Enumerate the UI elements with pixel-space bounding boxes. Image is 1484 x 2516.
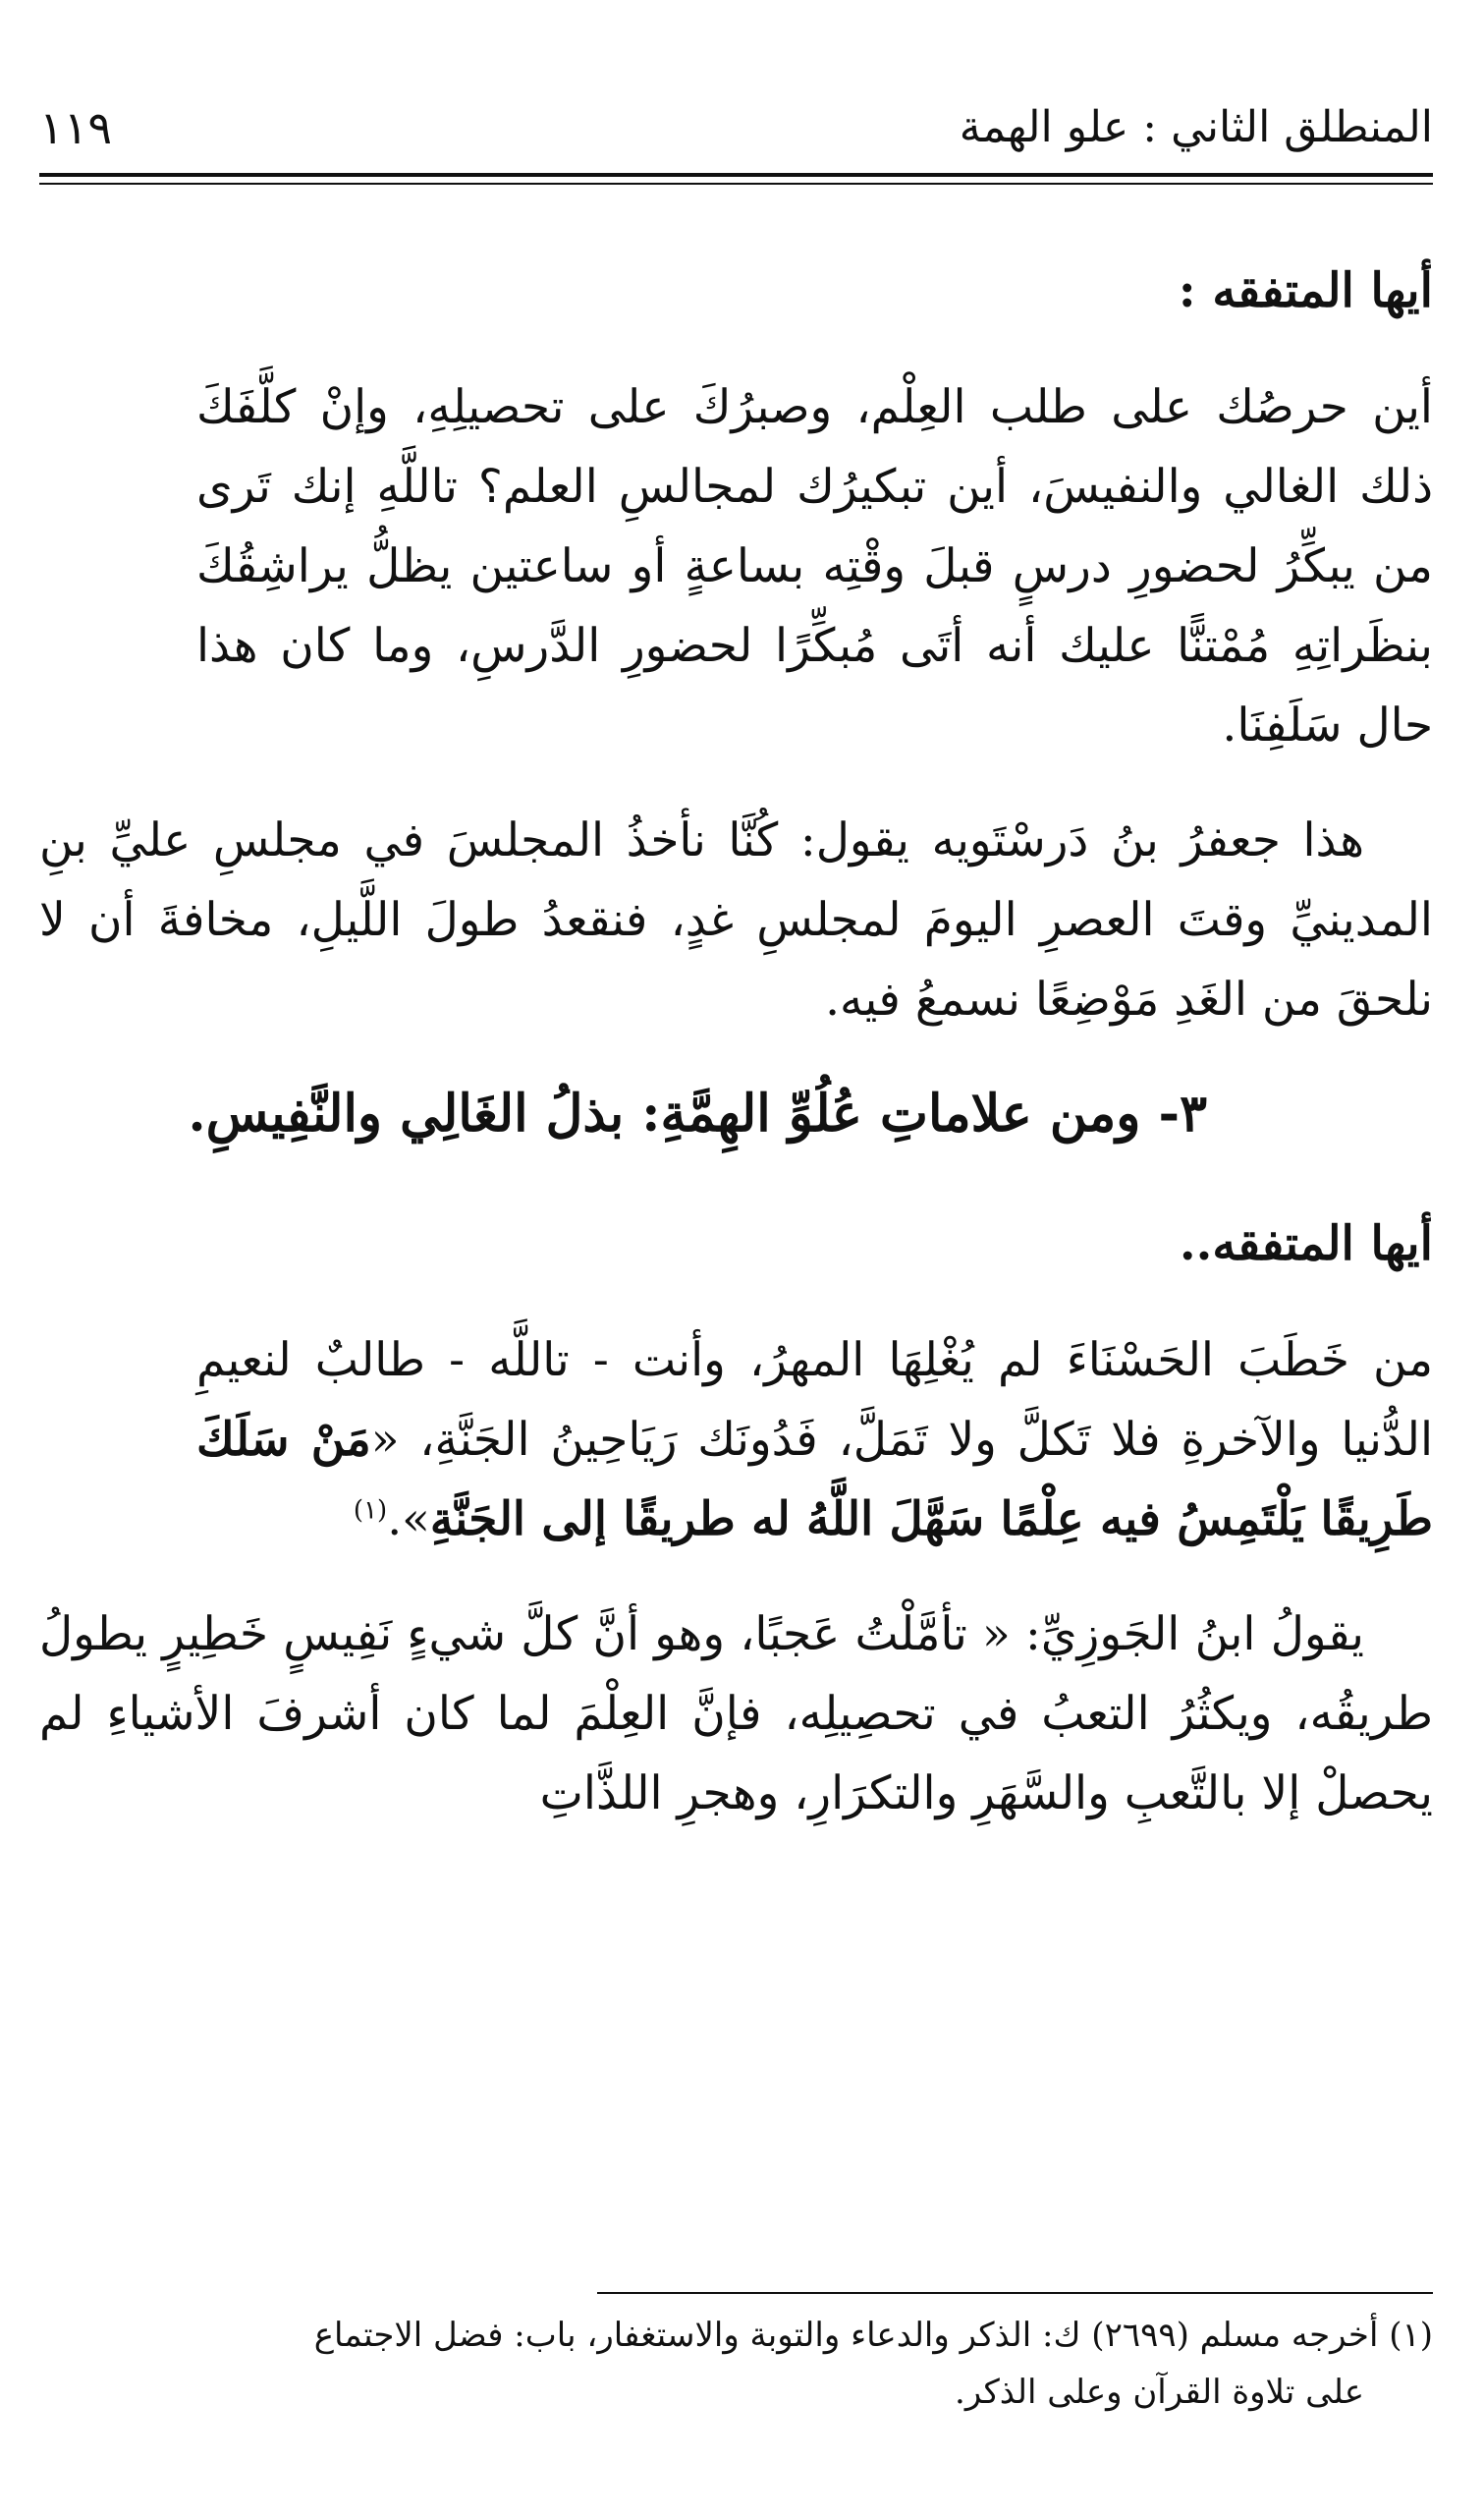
- paragraph-3-text: من خَطَبَ الحَسْنَاءَ لم يُغْلِهَا المهرُ، وأنت - تاللَّه - طالبٌ لنعيمِ الدُّنيا والآخرةِ فلا تَكلَّ ولا تَمَلَّ، فَدُونَك رَيَاحِينُ الجَنَّةِ، «: [196, 1333, 1433, 1467]
- footnote-1-line-2: على تلاوة القرآن وعلى الذكر.: [955, 2373, 1364, 2412]
- footnote-ref-1[interactable]: (١): [353, 1495, 388, 1526]
- footnote-1-line-1: (١) أخرجه مسلم (٢٦٩٩) ك: الذكر والدعاء والتوبة والاستغفار، باب: فضل الاجتماع: [313, 2316, 1433, 2355]
- footnotes: [39, 2307, 1433, 2421]
- footnote-rule: [597, 2292, 1433, 2294]
- main-text: [39, 255, 1433, 1869]
- heading-mutafaqqih-2: أيها المتفقه..: [1179, 1216, 1433, 1271]
- header-rule-thick: [39, 173, 1433, 177]
- running-title: المنطلق الثاني : علو الهمة: [959, 102, 1433, 152]
- paragraph-1: أين حرصُك على طلب العِلْم، وصبرُكَ على تحصيلِهِ، وإنْ كلَّفَكَ ذلك الغالي والنفيسَ، أين تبكيرُك لمجالسِ العلم؟ تاللَّهِ إنك تَرى من يبكِّرُ لحضورِ درسٍ قبلَ وقْتِه بساعةٍ أو ساعتين يظلُّ يراشِقُكَ بنظَراتِهِ مُمْتنًّا عليك أنه أتَى مُبكِّرًا لحضورِ الدَّرسِ، وما كان هذا حال سَلَفِنَا.: [196, 380, 1433, 753]
- page-header: [39, 93, 1433, 162]
- paragraph-3: [39, 1320, 1433, 1559]
- paragraph-4: يقولُ ابنُ الجَوزِيِّ: « تأمَّلْتُ عَجبًا، وهو أنَّ كلَّ شيءٍ نَفِيسٍ خَطِيرٍ يطولُ طريقُه، ويكثُرُ التعبُ في تحصِيلِه، فإنَّ العِلْمَ لما كان أشرفَ الأشياءِ لم يحصلْ إلا بالتَّعبِ والسَّهَرِ والتكرَارِ، وهجرِ اللذَّاتِ: [39, 1607, 1433, 1820]
- header-rule-thin: [39, 183, 1433, 185]
- section-title-3: ٣- ومن علاماتِ عُلُوِّ الهِمَّةِ: بذلُ الغَالِي والنَّفِيسِ.: [188, 1084, 1207, 1144]
- quote-close: ».: [387, 1492, 430, 1546]
- paragraph-2: هذا جعفرُ بنُ دَرسْتَويه يقول: كُنَّا نأخذُ المجلسَ في مجلسِ عليِّ بنِ المدينيِّ وقتَ العصرِ اليومَ لمجلسِ غدٍ، فنقعدُ طولَ اللَّيلِ، مخافةَ أن لا نلحقَ من الغَدِ مَوْضِعًا نسمعُ فيه.: [39, 813, 1433, 1027]
- page-number: ١١٩: [39, 101, 113, 154]
- heading-mutafaqqih-1: أيها المتفقه :: [1178, 263, 1433, 318]
- hadith-quote: مَنْ سَلَكَ طَرِيقًا يَلْتَمِسُ فيه عِلْمًا سَهَّلَ اللَّهُ له طريقًا إلى الجَنَّةِ: [196, 1413, 1433, 1546]
